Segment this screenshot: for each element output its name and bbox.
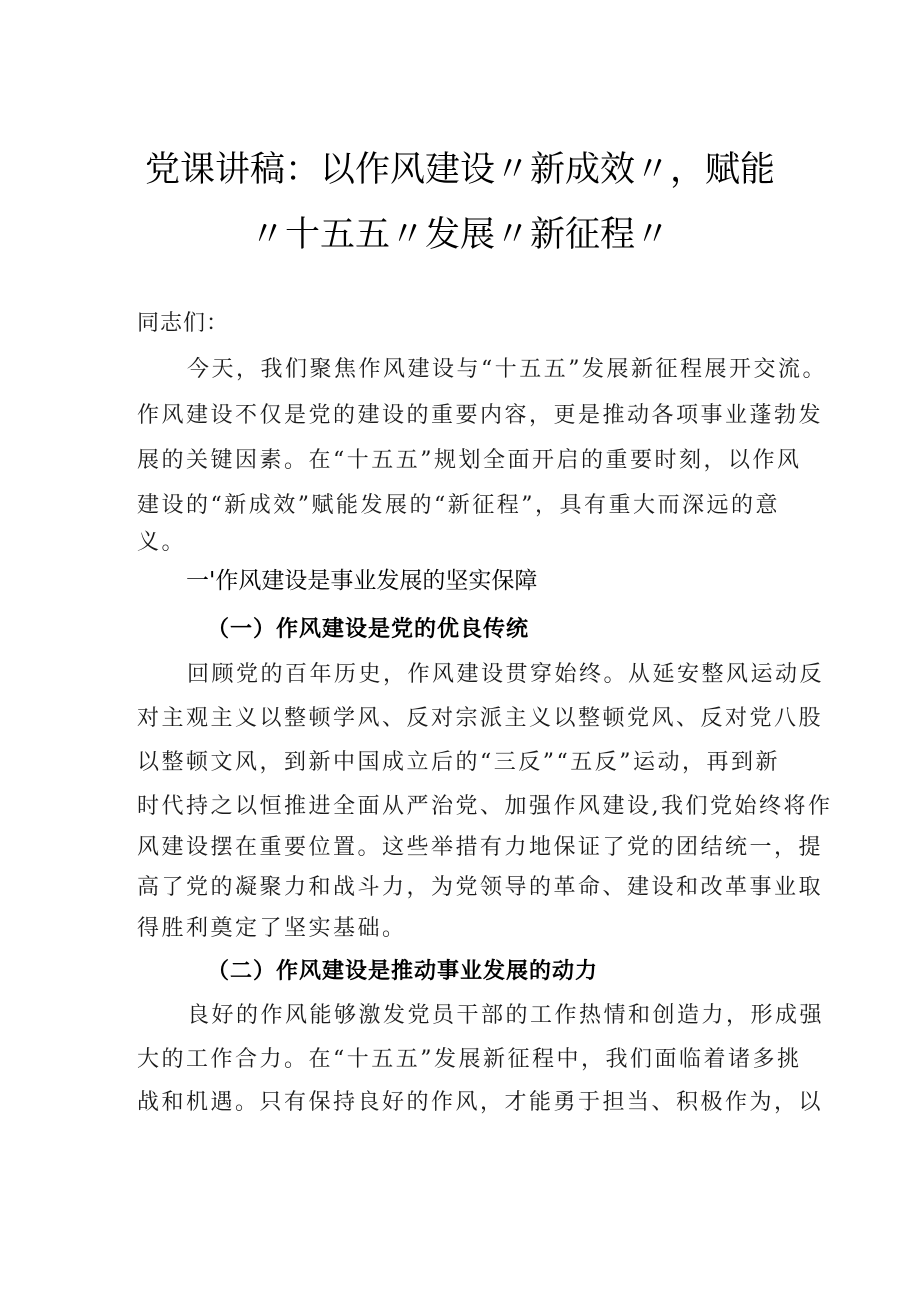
- document-title-line-1: 党课讲稿：以作风建设〃新成效〃，赋能: [144, 150, 775, 190]
- sub2-line: 大的工作合力。在“十五五”发展新征程中，我们面临着诸多挑: [137, 1047, 802, 1072]
- sub2-line: 良好的作风能够激发党员干部的工作热情和创造力，形成强: [187, 1003, 825, 1028]
- intro-line: 建设的“新成效”赋能发展的“新征程”，具有重大而深远的意: [137, 493, 780, 518]
- sub1-line: 得胜利奠定了坚实基础。: [137, 916, 407, 941]
- sub1-line: 以整顿文风，到新中国成立后的“三反”“五反”运动，再到新: [137, 750, 780, 775]
- section-1-heading: 一'作风建设是事业发展的坚实保障: [186, 568, 538, 594]
- sub1-line: 回顾党的百年历史，作风建设贯穿始终。从延安整风运动反: [187, 662, 825, 687]
- sub1-line: 对主观主义以整顿学风、反对宗派主义以整顿党风、反对党八股: [137, 706, 824, 731]
- sub1-line: 高了党的凝聚力和战斗力，为党领导的革命、建设和改革事业取: [137, 875, 824, 900]
- subsection-1-heading: （一）作风建设是党的优良传统: [207, 616, 530, 642]
- intro-line: 义。: [137, 530, 187, 555]
- sub2-line: 战和机遇。只有保持良好的作风，才能勇于担当、积极作为，以: [137, 1090, 824, 1115]
- greeting: 同志们：: [137, 311, 230, 336]
- intro-line: 展的关键因素。在“十五五”规划全面开启的重要时刻，以作风: [137, 448, 802, 473]
- sub1-line: 时代持之以恒推进全面从严治党、加强作风建设,我们党始终将作: [137, 794, 833, 819]
- intro-line: 今天，我们聚焦作风建设与“十五五”发展新征程展开交流。: [187, 357, 827, 382]
- document-title-line-2: 〃十五五〃发展〃新征程〃: [249, 215, 670, 255]
- intro-line: 作风建设不仅是党的建设的重要内容，更是推动各项事业蓬勃发: [137, 403, 824, 428]
- subsection-2-heading: （二）作风建设是推动事业发展的动力: [207, 958, 599, 984]
- sub1-line: 风建设摆在重要位置。这些举措有力地保证了党的团结统一，提: [137, 835, 824, 860]
